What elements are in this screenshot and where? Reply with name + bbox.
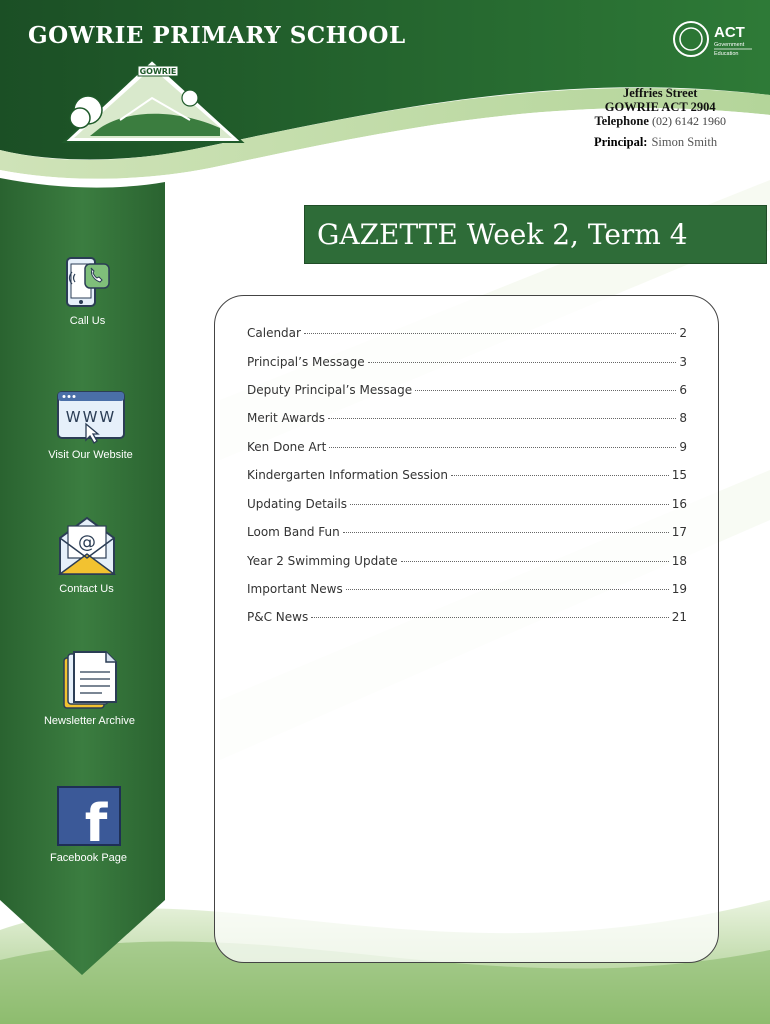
telephone-label: Telephone xyxy=(594,114,649,128)
toc-item-page: 2 xyxy=(679,326,687,340)
phone-icon xyxy=(63,256,113,310)
call-us-label: Call Us xyxy=(69,315,106,327)
contact-us-link[interactable] xyxy=(4,514,169,595)
document-icon xyxy=(60,650,120,710)
act-text: ACT xyxy=(714,24,745,41)
act-sub2: Education xyxy=(714,51,739,57)
www-icon-text: WWW xyxy=(65,408,116,426)
toc-item-title: Deputy Principal’s Message xyxy=(247,383,413,397)
toc-item-title: Ken Done Art xyxy=(247,440,327,454)
toc-item-title: Year 2 Swimming Update xyxy=(247,554,398,568)
school-logo xyxy=(60,58,245,148)
call-us-link[interactable] xyxy=(5,256,170,327)
toc-item-title: Calendar xyxy=(247,326,301,340)
principal xyxy=(594,135,717,150)
toc-item[interactable] xyxy=(247,497,687,511)
toc-item-title: P&C News xyxy=(247,610,309,624)
toc-item[interactable] xyxy=(247,355,687,369)
principal-name: Simon Smith xyxy=(651,135,718,149)
toc-item-title: Principal’s Message xyxy=(247,355,365,369)
toc-item[interactable] xyxy=(247,326,687,340)
toc-item-title: Updating Details xyxy=(247,497,348,511)
act-sub1: Government xyxy=(714,42,745,48)
toc-item-page: 8 xyxy=(679,411,687,425)
school-address xyxy=(594,86,726,128)
act-government-logo xyxy=(672,20,754,58)
email-icon-text: @ xyxy=(77,532,96,553)
toc-item-page: 6 xyxy=(679,383,687,397)
toc-item[interactable] xyxy=(247,554,687,568)
toc-item-page: 17 xyxy=(671,525,687,539)
toc-item[interactable] xyxy=(247,525,687,539)
gazette-title: GAZETTE Week 2, Term 4 xyxy=(304,205,767,264)
visit-website-link[interactable] xyxy=(8,390,173,461)
logo-text: GOWRIE xyxy=(139,67,177,76)
table-of-contents xyxy=(214,295,719,963)
toc-item-title: Important News xyxy=(247,582,343,596)
toc-item-page: 16 xyxy=(671,497,687,511)
visit-website-label: Visit Our Website xyxy=(48,449,133,461)
facebook-icon xyxy=(56,785,122,847)
toc-item[interactable] xyxy=(247,610,687,624)
facebook-icon-text: f xyxy=(84,794,107,847)
www-icon xyxy=(56,390,126,444)
toc-item-title: Loom Band Fun xyxy=(247,525,340,539)
newsletter-archive-link[interactable] xyxy=(7,650,172,727)
toc-item-page: 3 xyxy=(679,355,687,369)
principal-label: Principal: xyxy=(594,135,648,149)
toc-item[interactable] xyxy=(247,582,687,596)
toc-item-page: 18 xyxy=(671,554,687,568)
telephone-value[interactable]: (02) 6142 1960 xyxy=(652,114,726,128)
toc-item-page: 9 xyxy=(679,440,687,454)
toc-item[interactable] xyxy=(247,440,687,454)
contact-us-label: Contact Us xyxy=(59,583,114,595)
toc-item-page: 19 xyxy=(671,582,687,596)
toc-item-page: 21 xyxy=(671,610,687,624)
toc-item[interactable] xyxy=(247,468,687,482)
newsletter-archive-label: Newsletter Archive xyxy=(43,715,136,727)
school-name: GOWRIE PRIMARY SCHOOL xyxy=(28,22,406,49)
email-icon xyxy=(56,514,118,578)
toc-item[interactable] xyxy=(247,411,687,425)
toc-item-page: 15 xyxy=(671,468,687,482)
facebook-page-label: Facebook Page xyxy=(49,852,128,864)
toc-item-title: Kindergarten Information Session xyxy=(247,468,449,482)
toc-item[interactable] xyxy=(247,383,687,397)
address-line1: Jeffries Street xyxy=(623,86,698,100)
address-line2: GOWRIE ACT 2904 xyxy=(604,100,716,114)
toc-item-title: Merit Awards xyxy=(247,411,326,425)
facebook-page-link[interactable] xyxy=(6,785,171,864)
